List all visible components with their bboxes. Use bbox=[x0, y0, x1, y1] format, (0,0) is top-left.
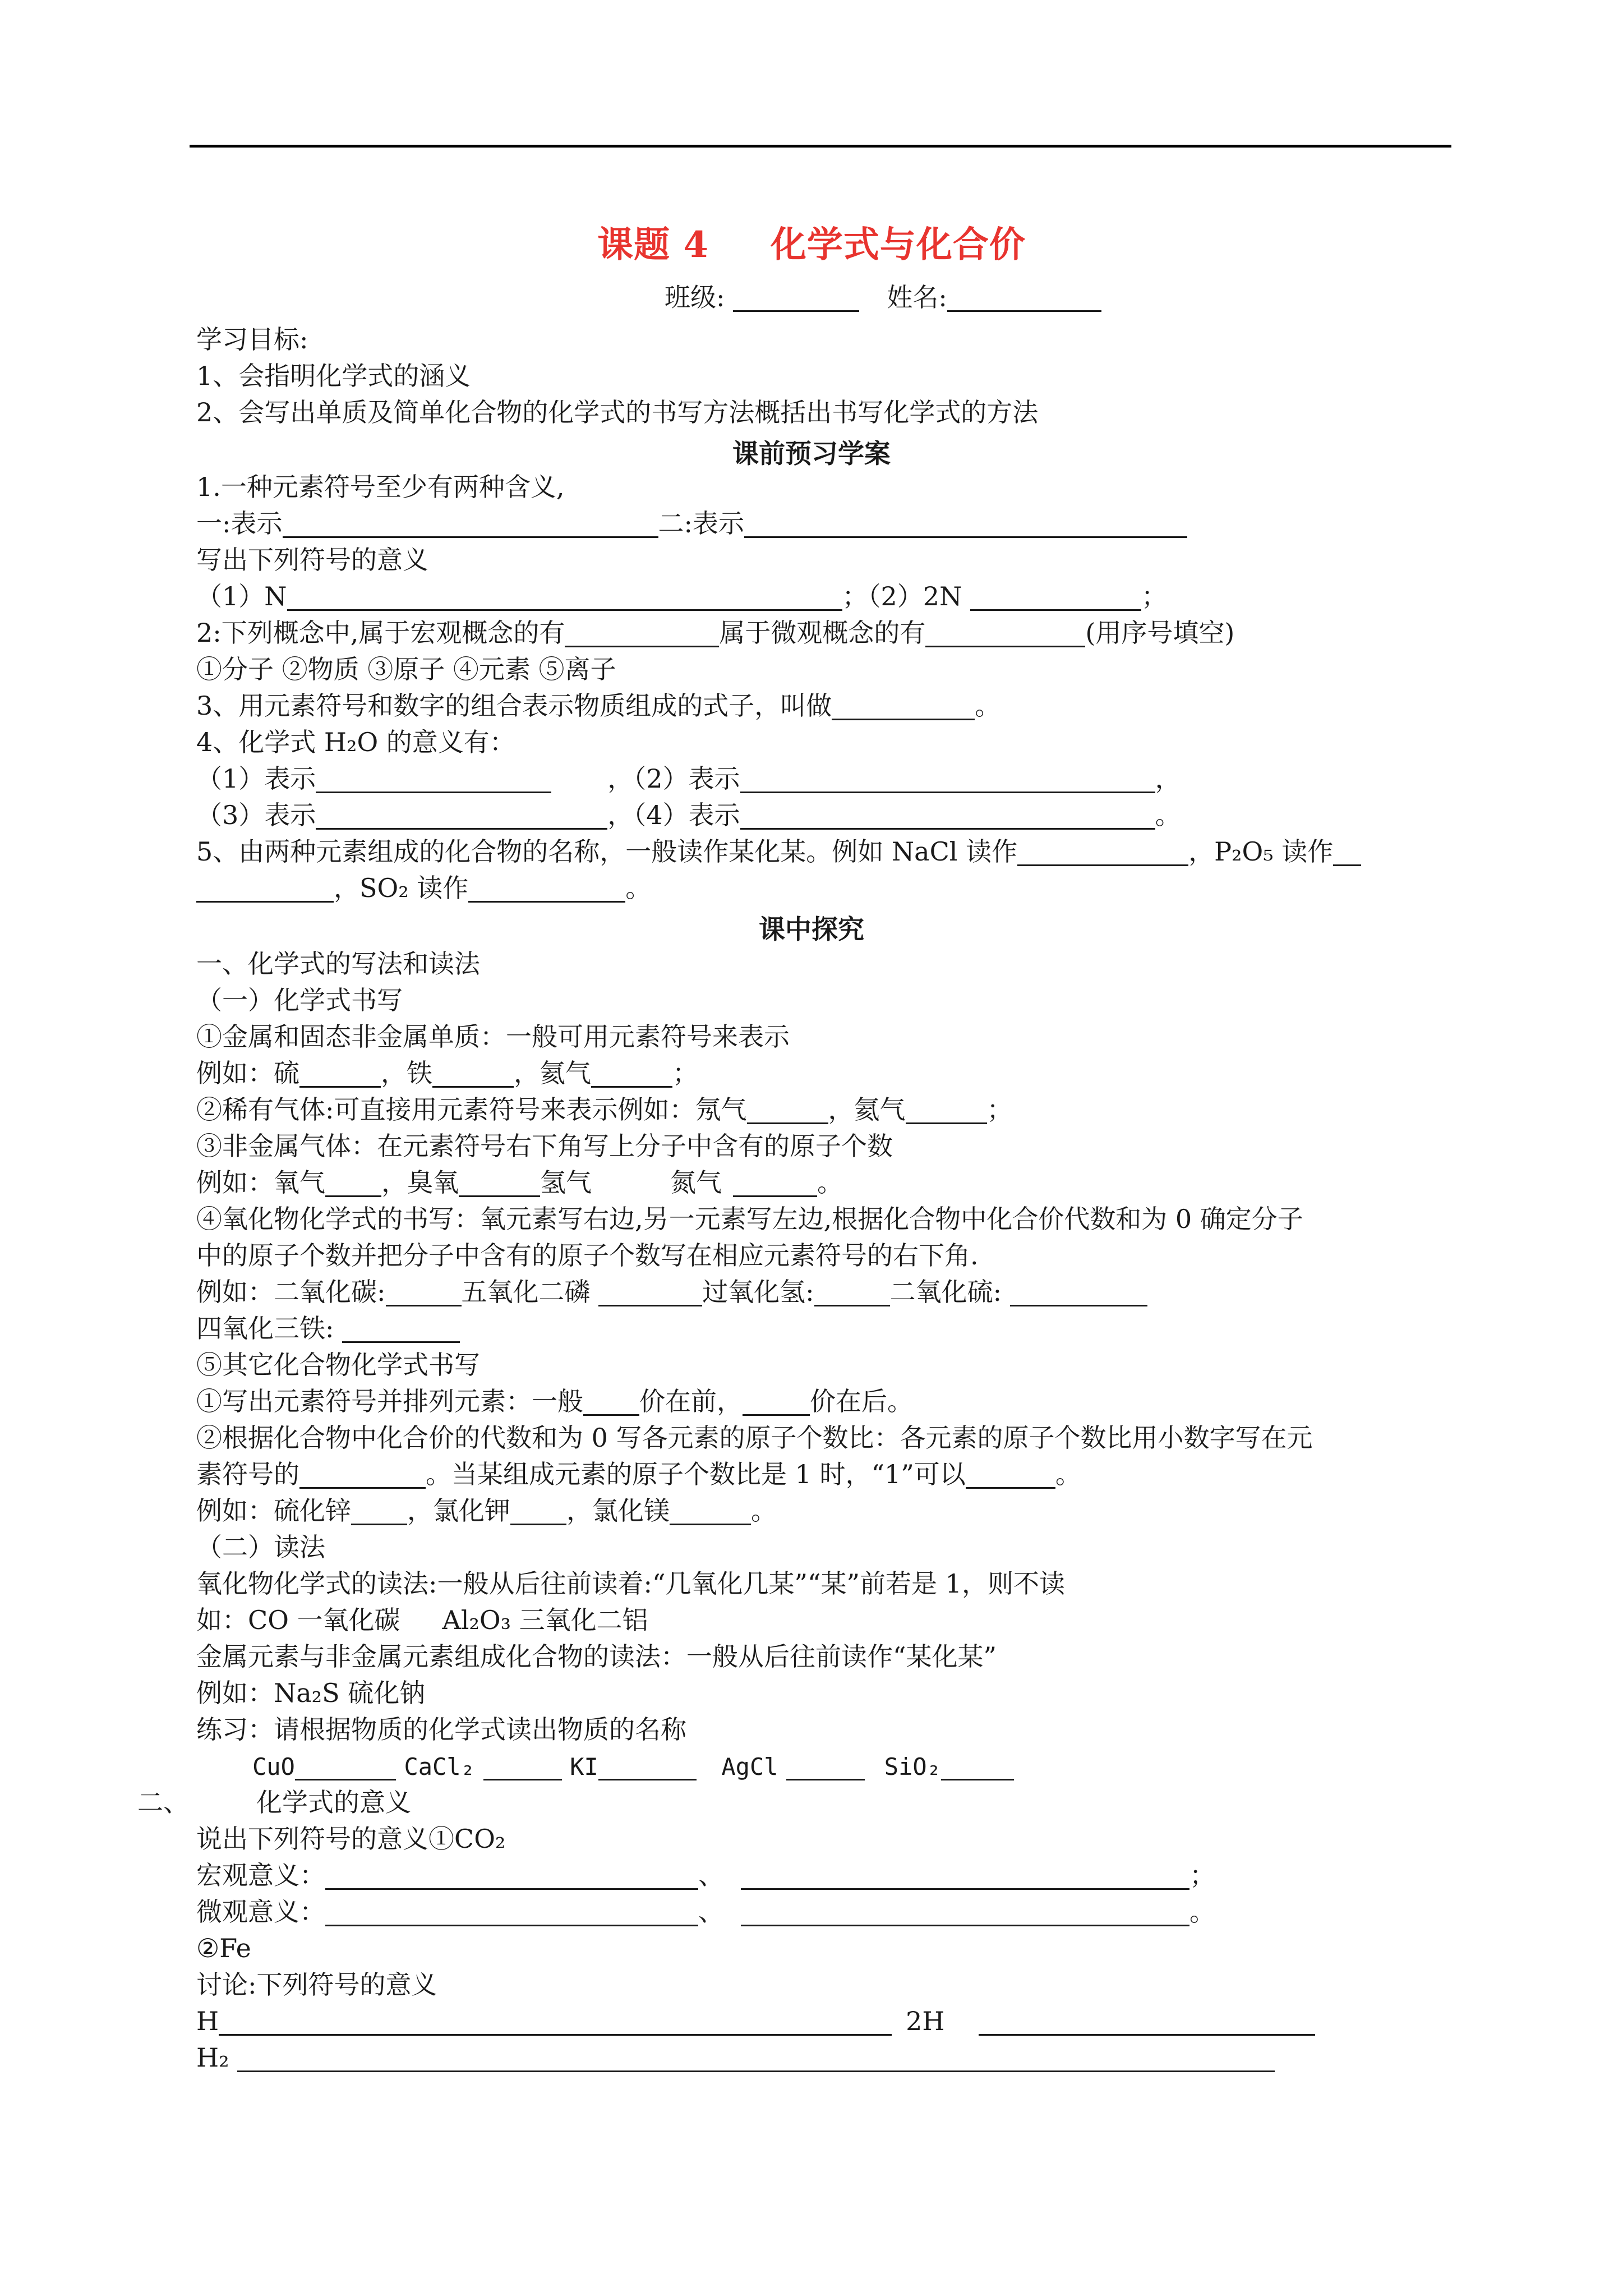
answer-blank[interactable] bbox=[295, 1753, 396, 1780]
section-title: 化学式的意义 bbox=[256, 1787, 411, 1818]
answer-blank[interactable] bbox=[740, 802, 1155, 830]
q4-row1: （1）表示 ，（2）表示 ， bbox=[196, 763, 1181, 794]
example-oxides: 例如：二氧化碳: 五氧化二磷 过氧化氢: 二氧化硫: bbox=[196, 1275, 1147, 1309]
lesson-code: 课题 4 bbox=[597, 224, 709, 266]
answer-blank[interactable] bbox=[1333, 839, 1361, 866]
answer-blank[interactable] bbox=[325, 1899, 698, 1926]
rule-ratio-continued: 素符号的 。当某组成元素的原子个数比是 1 时，“1”可以 。 bbox=[196, 1459, 1081, 1489]
q4-row2: （3）表示 ，（4）表示 。 bbox=[196, 800, 1181, 830]
section-2-heading bbox=[137, 1786, 411, 1819]
answer-blank[interactable] bbox=[786, 1753, 865, 1780]
example-gases: 例如：氧气 ，臭氧 氢气 氮气 。 bbox=[196, 1167, 843, 1198]
q1-symbols: （1）N ；（2）2N ； bbox=[196, 581, 1167, 611]
q1-text: 1.一种元素符号至少有两种含义, bbox=[196, 472, 565, 502]
answer-blank[interactable] bbox=[325, 1862, 698, 1890]
answer-blank[interactable] bbox=[468, 875, 625, 903]
example-compounds: 例如：硫化锌 ，氯化钾 ，氯化镁 。 bbox=[196, 1496, 777, 1526]
answer-blank[interactable] bbox=[351, 1498, 407, 1525]
rule-order: ①写出元素符号并排列元素：一般 价在前， 价在后。 bbox=[196, 1386, 913, 1416]
example-metals: 例如：硫 ，铁 ，氦气 ； bbox=[196, 1058, 698, 1088]
q2-text: 2:下列概念中,属于宏观概念的有 属于微观概念的有 (用序号填空) bbox=[196, 618, 1235, 648]
answer-blank[interactable] bbox=[740, 766, 1155, 793]
rule-noble-gases: ②稀有气体:可直接用元素符号来表示例如：氖气 ，氦气 ； bbox=[196, 1094, 1013, 1125]
q1-instruction: 写出下列符号的意义 bbox=[196, 545, 428, 575]
answer-blank[interactable] bbox=[459, 1170, 540, 1197]
answer-blank[interactable] bbox=[743, 1388, 810, 1416]
answer-blank[interactable] bbox=[196, 875, 334, 903]
answer-blank[interactable] bbox=[565, 620, 719, 647]
q2-options: ①分子 ②物质 ③原子 ④元素 ⑤离子 bbox=[196, 654, 616, 684]
answer-blank[interactable] bbox=[670, 1498, 751, 1525]
rule-oxide-reading: 氧化物化学式的读法:一般从后往前读着:“几氧化几某”“某”前若是 1，则不读 bbox=[196, 1568, 1065, 1599]
answer-blank[interactable] bbox=[583, 1388, 639, 1416]
answer-blank[interactable] bbox=[741, 1899, 1189, 1926]
discussion-h2: H₂ bbox=[196, 2041, 1275, 2074]
discussion-prompt: 讨论:下列符号的意义 bbox=[196, 1970, 437, 2000]
subsection-reading: （二）读法 bbox=[196, 1532, 325, 1562]
q5-continued: ，SO₂ 读作 。 bbox=[196, 871, 651, 905]
formula-item: CuO bbox=[252, 1753, 295, 1780]
answer-blank[interactable] bbox=[316, 766, 551, 793]
answer-blank[interactable] bbox=[283, 510, 658, 538]
example-salt-reading: 例如：Na₂S 硫化钠 bbox=[196, 1678, 426, 1708]
goal-item: 2、会写出单质及简单化合物的化学式的书写方法概括出书写化学式的方法 bbox=[196, 397, 1039, 427]
rule-metals: ①金属和固态非金属单质：一般可用元素符号来表示 bbox=[196, 1022, 790, 1052]
formula-item: AgCl bbox=[721, 1753, 778, 1780]
formula-item: SiO₂ bbox=[884, 1753, 941, 1780]
q3-text: 3、用元素符号和数字的组合表示物质组成的式子，叫做 。 bbox=[196, 691, 1001, 721]
answer-blank[interactable] bbox=[925, 620, 1085, 647]
answer-blank[interactable] bbox=[906, 1097, 987, 1124]
answer-blank[interactable] bbox=[386, 1279, 462, 1306]
rule-nonmetal-gases: ③非金属气体：在元素符号右下角写上分子中含有的原子个数 bbox=[196, 1131, 893, 1161]
student-info bbox=[665, 280, 1101, 314]
answer-blank[interactable] bbox=[483, 1753, 562, 1780]
q1-meanings: 一:表示 二:表示 bbox=[196, 507, 1187, 540]
answer-blank[interactable] bbox=[299, 1060, 381, 1088]
answer-blank[interactable] bbox=[814, 1279, 890, 1306]
subsection-writing: （一）化学式书写 bbox=[196, 985, 403, 1015]
explore-heading: 课中探究 bbox=[759, 914, 864, 945]
lesson-name: 化学式与化合价 bbox=[770, 224, 1026, 266]
class-label: 班级: bbox=[665, 282, 725, 312]
q4-text: 4、化学式 H₂O 的意义有： bbox=[196, 727, 515, 757]
rule-other-compounds: ⑤其它化合物化学式书写 bbox=[196, 1350, 480, 1380]
answer-blank[interactable] bbox=[325, 1170, 381, 1197]
goal-item: 1、会指明化学式的涵义 bbox=[196, 361, 471, 391]
answer-blank[interactable] bbox=[941, 1753, 1014, 1780]
answer-blank[interactable] bbox=[970, 583, 1141, 611]
answer-blank[interactable] bbox=[287, 583, 842, 611]
micro-meaning: 微观意义： 、 。 bbox=[196, 1897, 1215, 1927]
practice-formulas bbox=[252, 1749, 1014, 1784]
answer-blank[interactable] bbox=[237, 2045, 1275, 2072]
name-field[interactable] bbox=[947, 284, 1101, 312]
answer-blank[interactable] bbox=[316, 802, 607, 830]
answer-blank[interactable] bbox=[591, 1060, 672, 1088]
discussion-h-2h: H 2H bbox=[196, 2004, 1315, 2038]
example-oxide-reading: 如：CO 一氧化碳 Al₂O₃ 三氧化二铝 bbox=[196, 1605, 648, 1635]
answer-blank[interactable] bbox=[979, 2008, 1315, 2036]
answer-blank[interactable] bbox=[744, 510, 1187, 538]
header-rule bbox=[190, 145, 1451, 148]
macro-meaning: 宏观意义： 、 ； bbox=[196, 1860, 1215, 1890]
answer-blank[interactable] bbox=[1017, 839, 1188, 866]
answer-blank[interactable] bbox=[741, 1862, 1189, 1890]
answer-blank[interactable] bbox=[1010, 1279, 1147, 1306]
answer-blank[interactable] bbox=[598, 1753, 697, 1780]
formula-item: KI bbox=[570, 1753, 598, 1780]
example-fe3o4: 四氧化三铁: bbox=[196, 1312, 460, 1345]
rule-ratio: ②根据化合物中化合价的代数和为 0 写各元素的原子个数比：各元素的原子个数比用小数字写在元 bbox=[196, 1423, 1313, 1453]
answer-blank[interactable] bbox=[832, 693, 975, 720]
answer-blank[interactable] bbox=[432, 1060, 514, 1088]
class-field[interactable] bbox=[733, 284, 859, 312]
section-number: 二、 bbox=[137, 1787, 189, 1818]
goals-heading: 学习目标: bbox=[196, 324, 308, 355]
meaning-prompt: 说出下列符号的意义①CO₂ bbox=[196, 1824, 506, 1854]
q5-text: 5、由两种元素组成的化合物的名称，一般读作某化某。例如 NaCl 读作 ，P₂O₅ 读作 bbox=[196, 835, 1361, 868]
preview-heading: 课前预习学案 bbox=[732, 439, 891, 470]
rule-salt-reading: 金属元素与非金属元素组成化合物的读法：一般从后往前读作“某化某” bbox=[196, 1641, 997, 1672]
practice-instruction: 练习：请根据物质的化学式读出物质的名称 bbox=[196, 1714, 686, 1745]
answer-blank[interactable] bbox=[598, 1279, 702, 1306]
formula-item: CaCl₂ bbox=[404, 1753, 475, 1780]
page-title bbox=[0, 216, 1623, 268]
answer-blank[interactable] bbox=[510, 1498, 566, 1525]
answer-blank[interactable] bbox=[219, 2008, 892, 2036]
answer-blank[interactable] bbox=[342, 1315, 460, 1343]
name-label: 姓名: bbox=[887, 282, 947, 312]
section-1-heading: 一、化学式的写法和读法 bbox=[196, 949, 480, 979]
answer-blank[interactable] bbox=[299, 1461, 426, 1489]
rule-oxides-continued: 中的原子个数并把分子中含有的原子个数写在相应元素符号的右下角. bbox=[196, 1240, 979, 1271]
answer-blank[interactable] bbox=[747, 1097, 828, 1124]
fe-prompt: ②Fe bbox=[196, 1933, 251, 1963]
answer-blank[interactable] bbox=[733, 1170, 817, 1197]
answer-blank[interactable] bbox=[966, 1461, 1055, 1489]
rule-oxides: ④氧化物化学式的书写：氧元素写右边,另一元素写左边,根据化合物中化合价代数和为 0 确定分子 bbox=[196, 1204, 1303, 1234]
